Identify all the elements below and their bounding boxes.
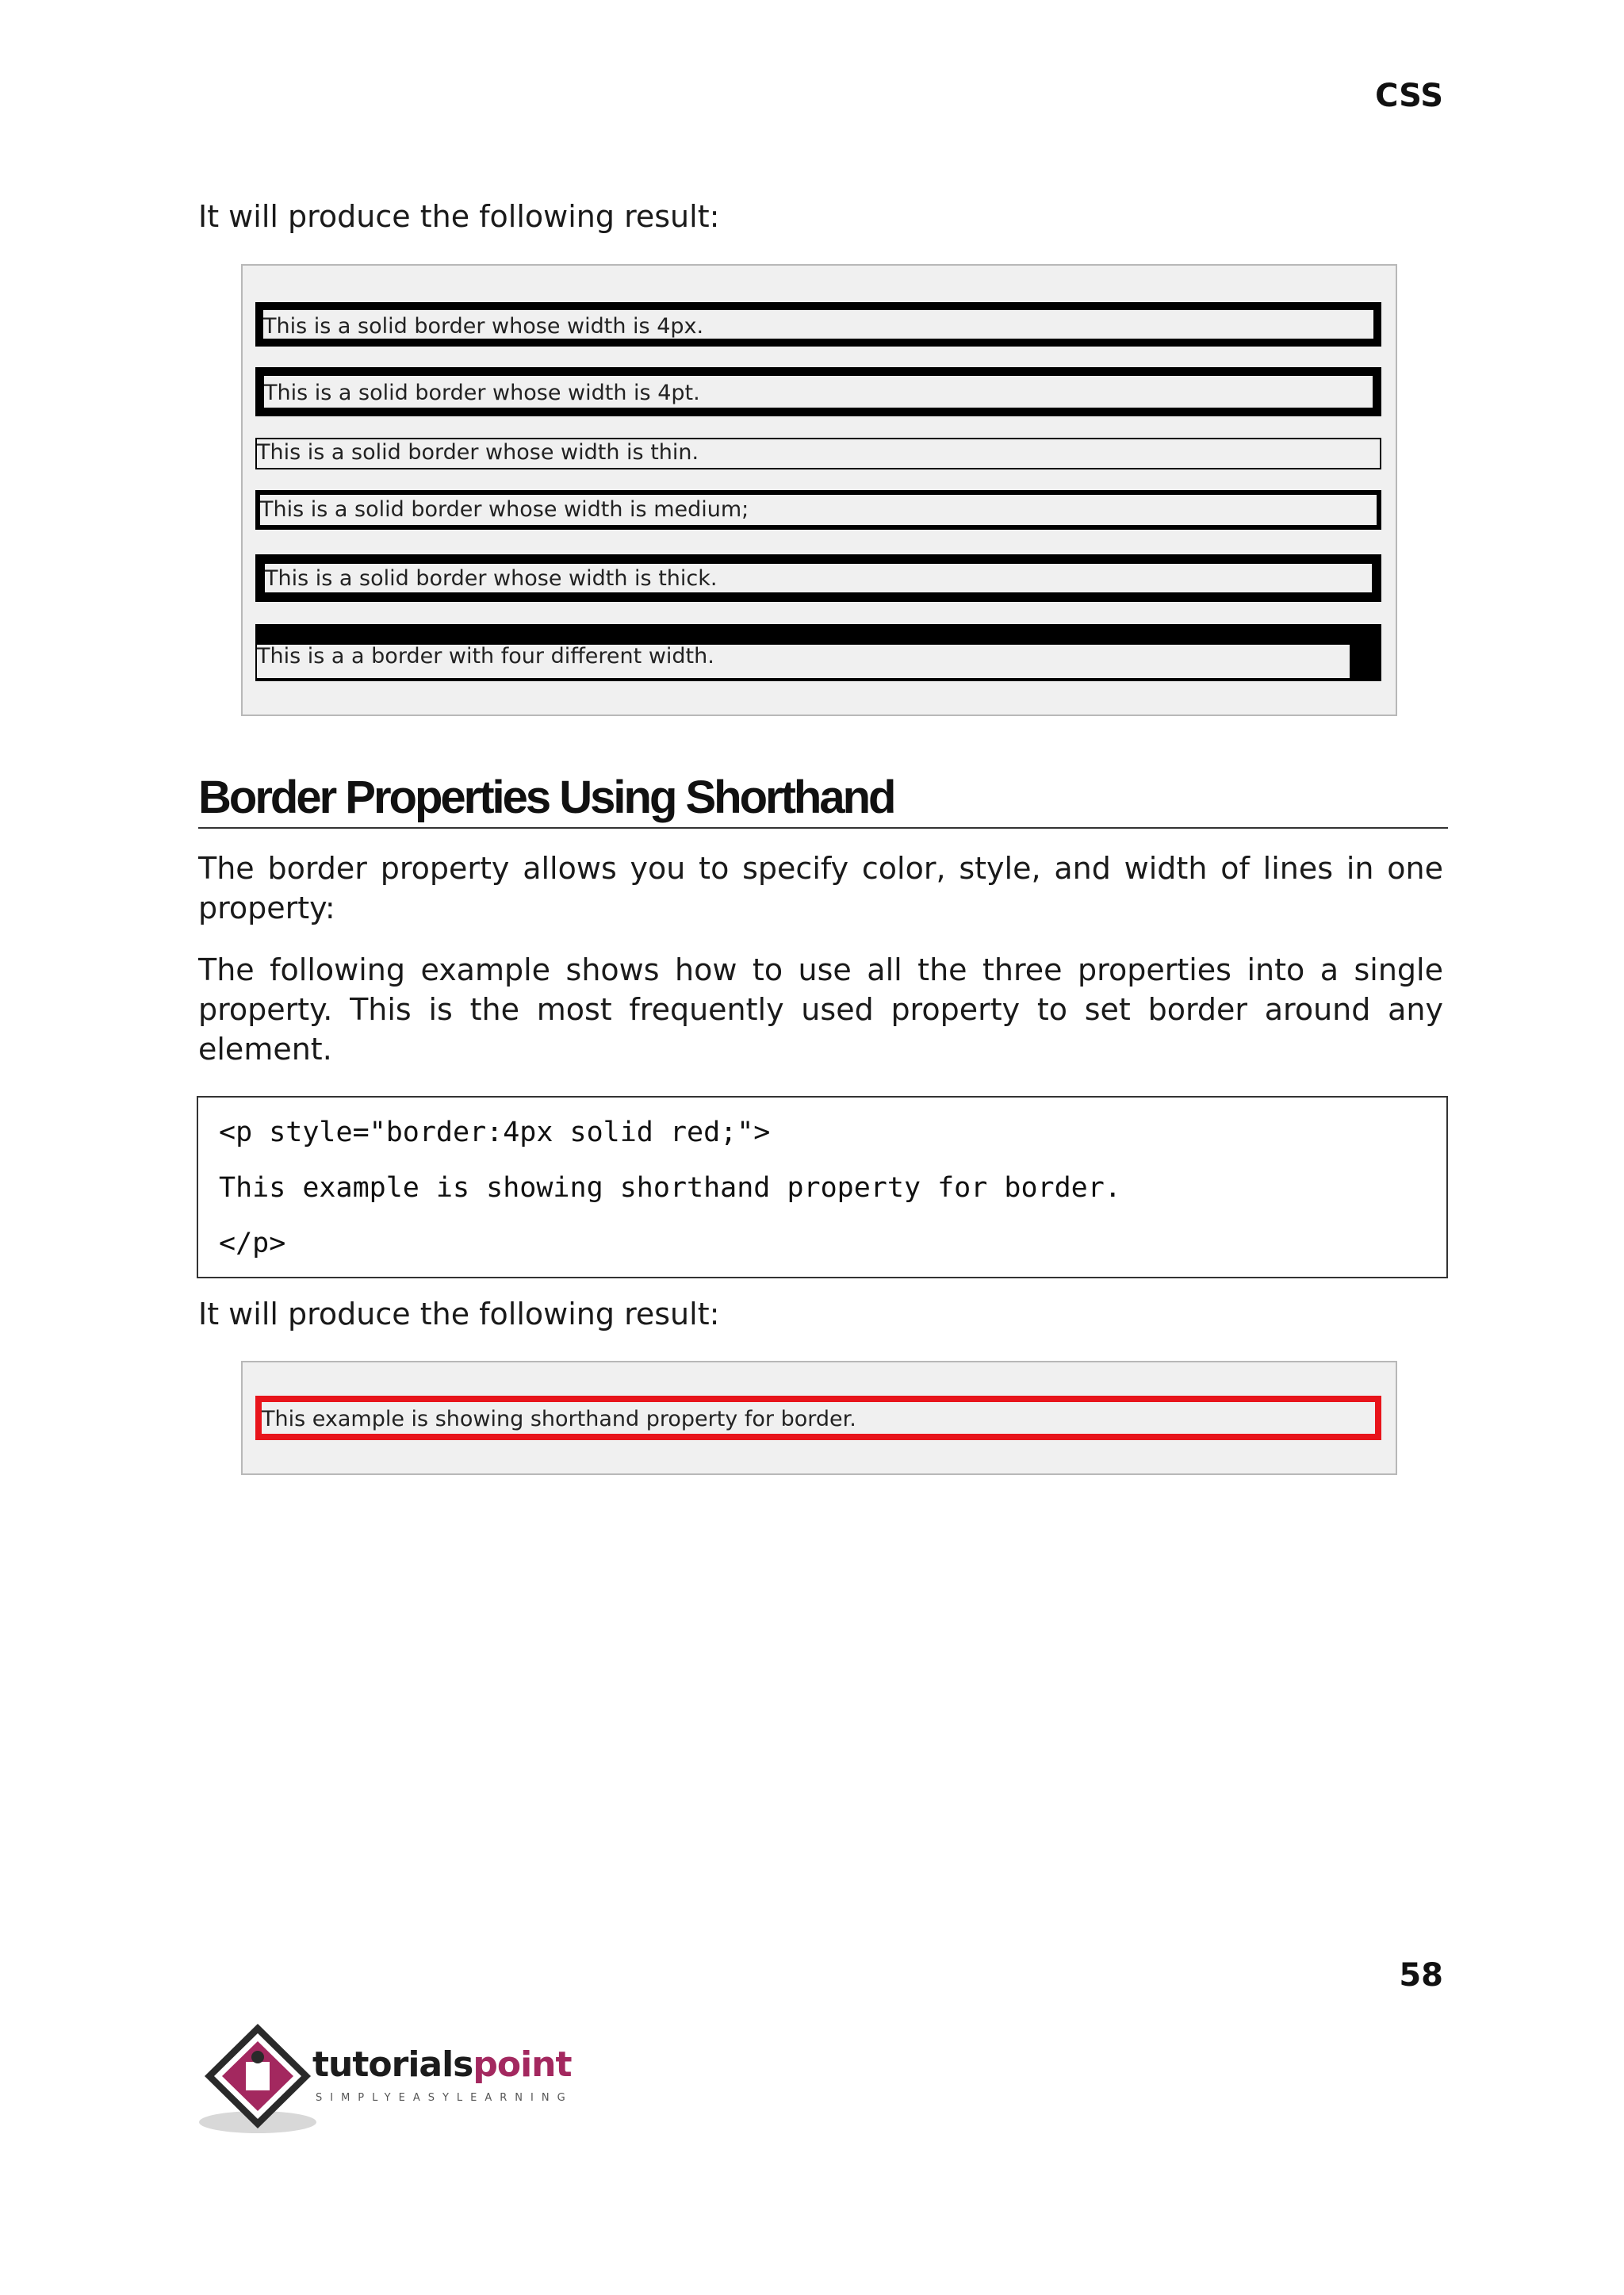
code-line-2: This example is showing shorthand property for border.	[219, 1172, 1121, 1204]
running-header: CSS	[1375, 78, 1443, 114]
result-intro-text: It will produce the following result:	[198, 199, 720, 234]
code-example	[197, 1096, 1448, 1278]
demo-text: This is a solid border whose width is 4pt.	[264, 381, 700, 405]
demo-border-thin	[255, 438, 1381, 469]
demo-border-4pt	[255, 367, 1381, 416]
result-intro-text-2: It will produce the following result:	[198, 1297, 720, 1331]
tutorialspoint-logo	[198, 2021, 611, 2132]
section-heading: Border Properties Using Shorthand	[198, 771, 1448, 829]
demo-text: This is a solid border whose width is thin.	[257, 440, 699, 465]
demo-border-thick	[255, 554, 1381, 602]
demo-border-4px	[255, 302, 1381, 347]
demo-shorthand-red-border	[255, 1396, 1381, 1440]
logo-mark-icon	[198, 2021, 317, 2140]
page-number: 58	[1399, 1957, 1443, 1994]
demo-border-four-widths	[255, 624, 1381, 681]
demo-text: This is a a border with four different width.	[257, 644, 714, 669]
logo-tagline: SIMPLYEASYLEARNING	[316, 2092, 573, 2104]
section-paragraph-1: The border property allows you to specify color, style, and width of lines in one property:	[198, 851, 1443, 925]
code-line-3: </p>	[219, 1228, 286, 1259]
demo-border-medium	[255, 490, 1381, 530]
logo-wordmark: tutorialspoint	[312, 2044, 572, 2085]
shorthand-result-box	[241, 1361, 1397, 1475]
demo-text: This is a solid border whose width is medium;	[260, 497, 749, 522]
demo-text: This is a solid border whose width is thick.	[265, 566, 718, 591]
code-line-1: <p style="border:4px solid red;">	[219, 1117, 771, 1148]
border-width-result-box	[241, 264, 1397, 716]
demo-text: This example is showing shorthand property for border.	[262, 1407, 856, 1431]
demo-text: This is a solid border whose width is 4px.	[263, 314, 704, 339]
section-paragraph-2: The following example shows how to use all the three properties into a single property. This is the most frequently used property to set border around any element.	[198, 952, 1443, 1067]
